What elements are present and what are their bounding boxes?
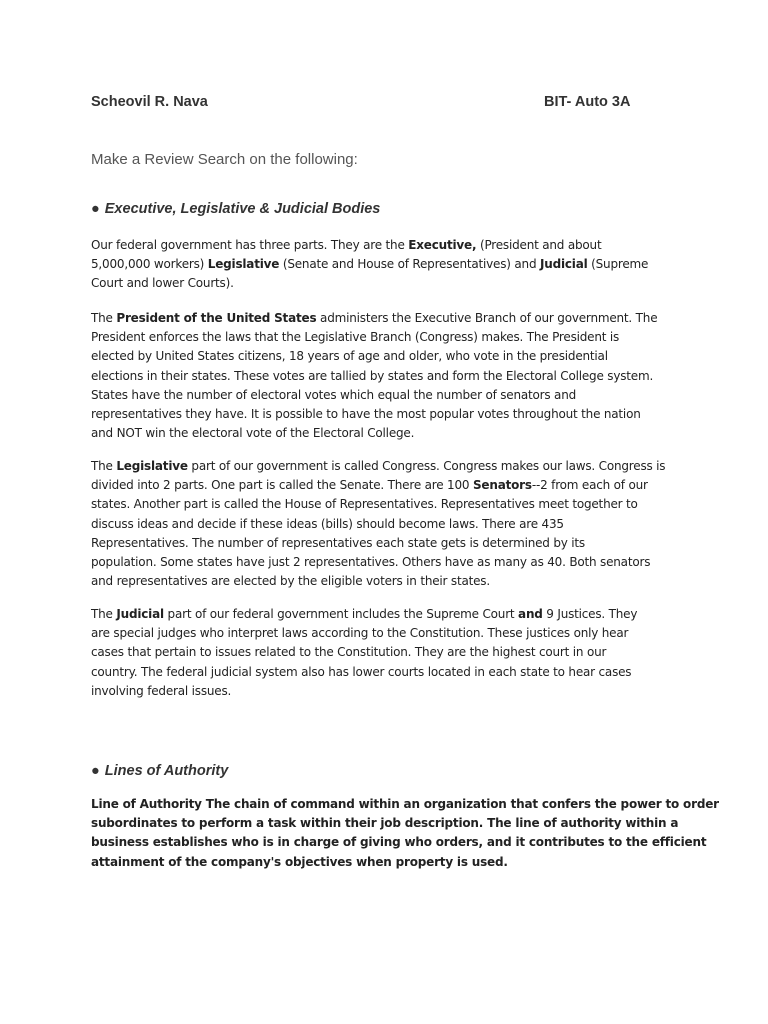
paragraph-judicial: The Judicial part of our federal government includes the Supreme Court and 9 Justices. They are special judges who interpret laws according to the Constitution. These justices only hear cases that pertain to issues related to the Constitution. They are the highest court in our country. The federal judicial system also has lower courts located in each state to hear cases involving federal issues.	[91, 607, 638, 698]
author-name: Scheovil R. Nava	[91, 94, 208, 110]
section-heading-bodies	[91, 201, 380, 217]
section-title: Lines of Authority	[104, 763, 229, 779]
paragraph-three-parts: Our federal government has three parts. They are the Executive, (President and about 5,000,000 workers) Legislative (Senate and House of Representatives) and Judicial (Supreme Court and lower Courts).	[91, 238, 649, 291]
class-section: BIT- Auto 3A	[544, 94, 631, 110]
paragraph-legislative: The Legislative part of our government is called Congress. Congress makes our laws. Congress is divided into 2 parts. One part is called the Senate. There are 100 Senators--2 from each of our states. Another part is called the House of Representatives. Representatives meet together to discuss ideas and decide if these ideas (bills) should become laws. There are 435 Representatives. The number of representatives each state gets is determined by its population. Some states have just 2 representatives. Others have as many as 40. Both senators and representatives are elected by the eligible voters in their states.	[91, 459, 666, 589]
paragraph-line-of-authority: Line of Authority The chain of command within an organization that confers the power to order subordinates to perform a task within their job description. The line of authority within a business establishes who is in charge of giving who orders, and it contributes to the efficient attainment of the company's objectives when property is used.	[91, 797, 719, 869]
bullet: ●	[91, 201, 100, 217]
bullet: ●	[91, 763, 100, 779]
paragraph-president: The President of the United States administers the Executive Branch of our government. The President enforces the laws that the Legislative Branch (Congress) makes. The President is elected by United States citizens, 18 years of age and older, who vote in the presidential elections in their states. These votes are tallied by states and form the Electoral College system. States have the number of electoral votes which equal the number of senators and representatives they have. It is possible to have the most popular votes throughout the nation and NOT win the electoral vote of the Electoral College.	[91, 311, 658, 441]
section-title: Executive, Legislative & Judicial Bodies	[104, 201, 381, 217]
intro-line: Make a Review Search on the following:	[91, 151, 358, 168]
section-heading-authority	[91, 763, 228, 779]
